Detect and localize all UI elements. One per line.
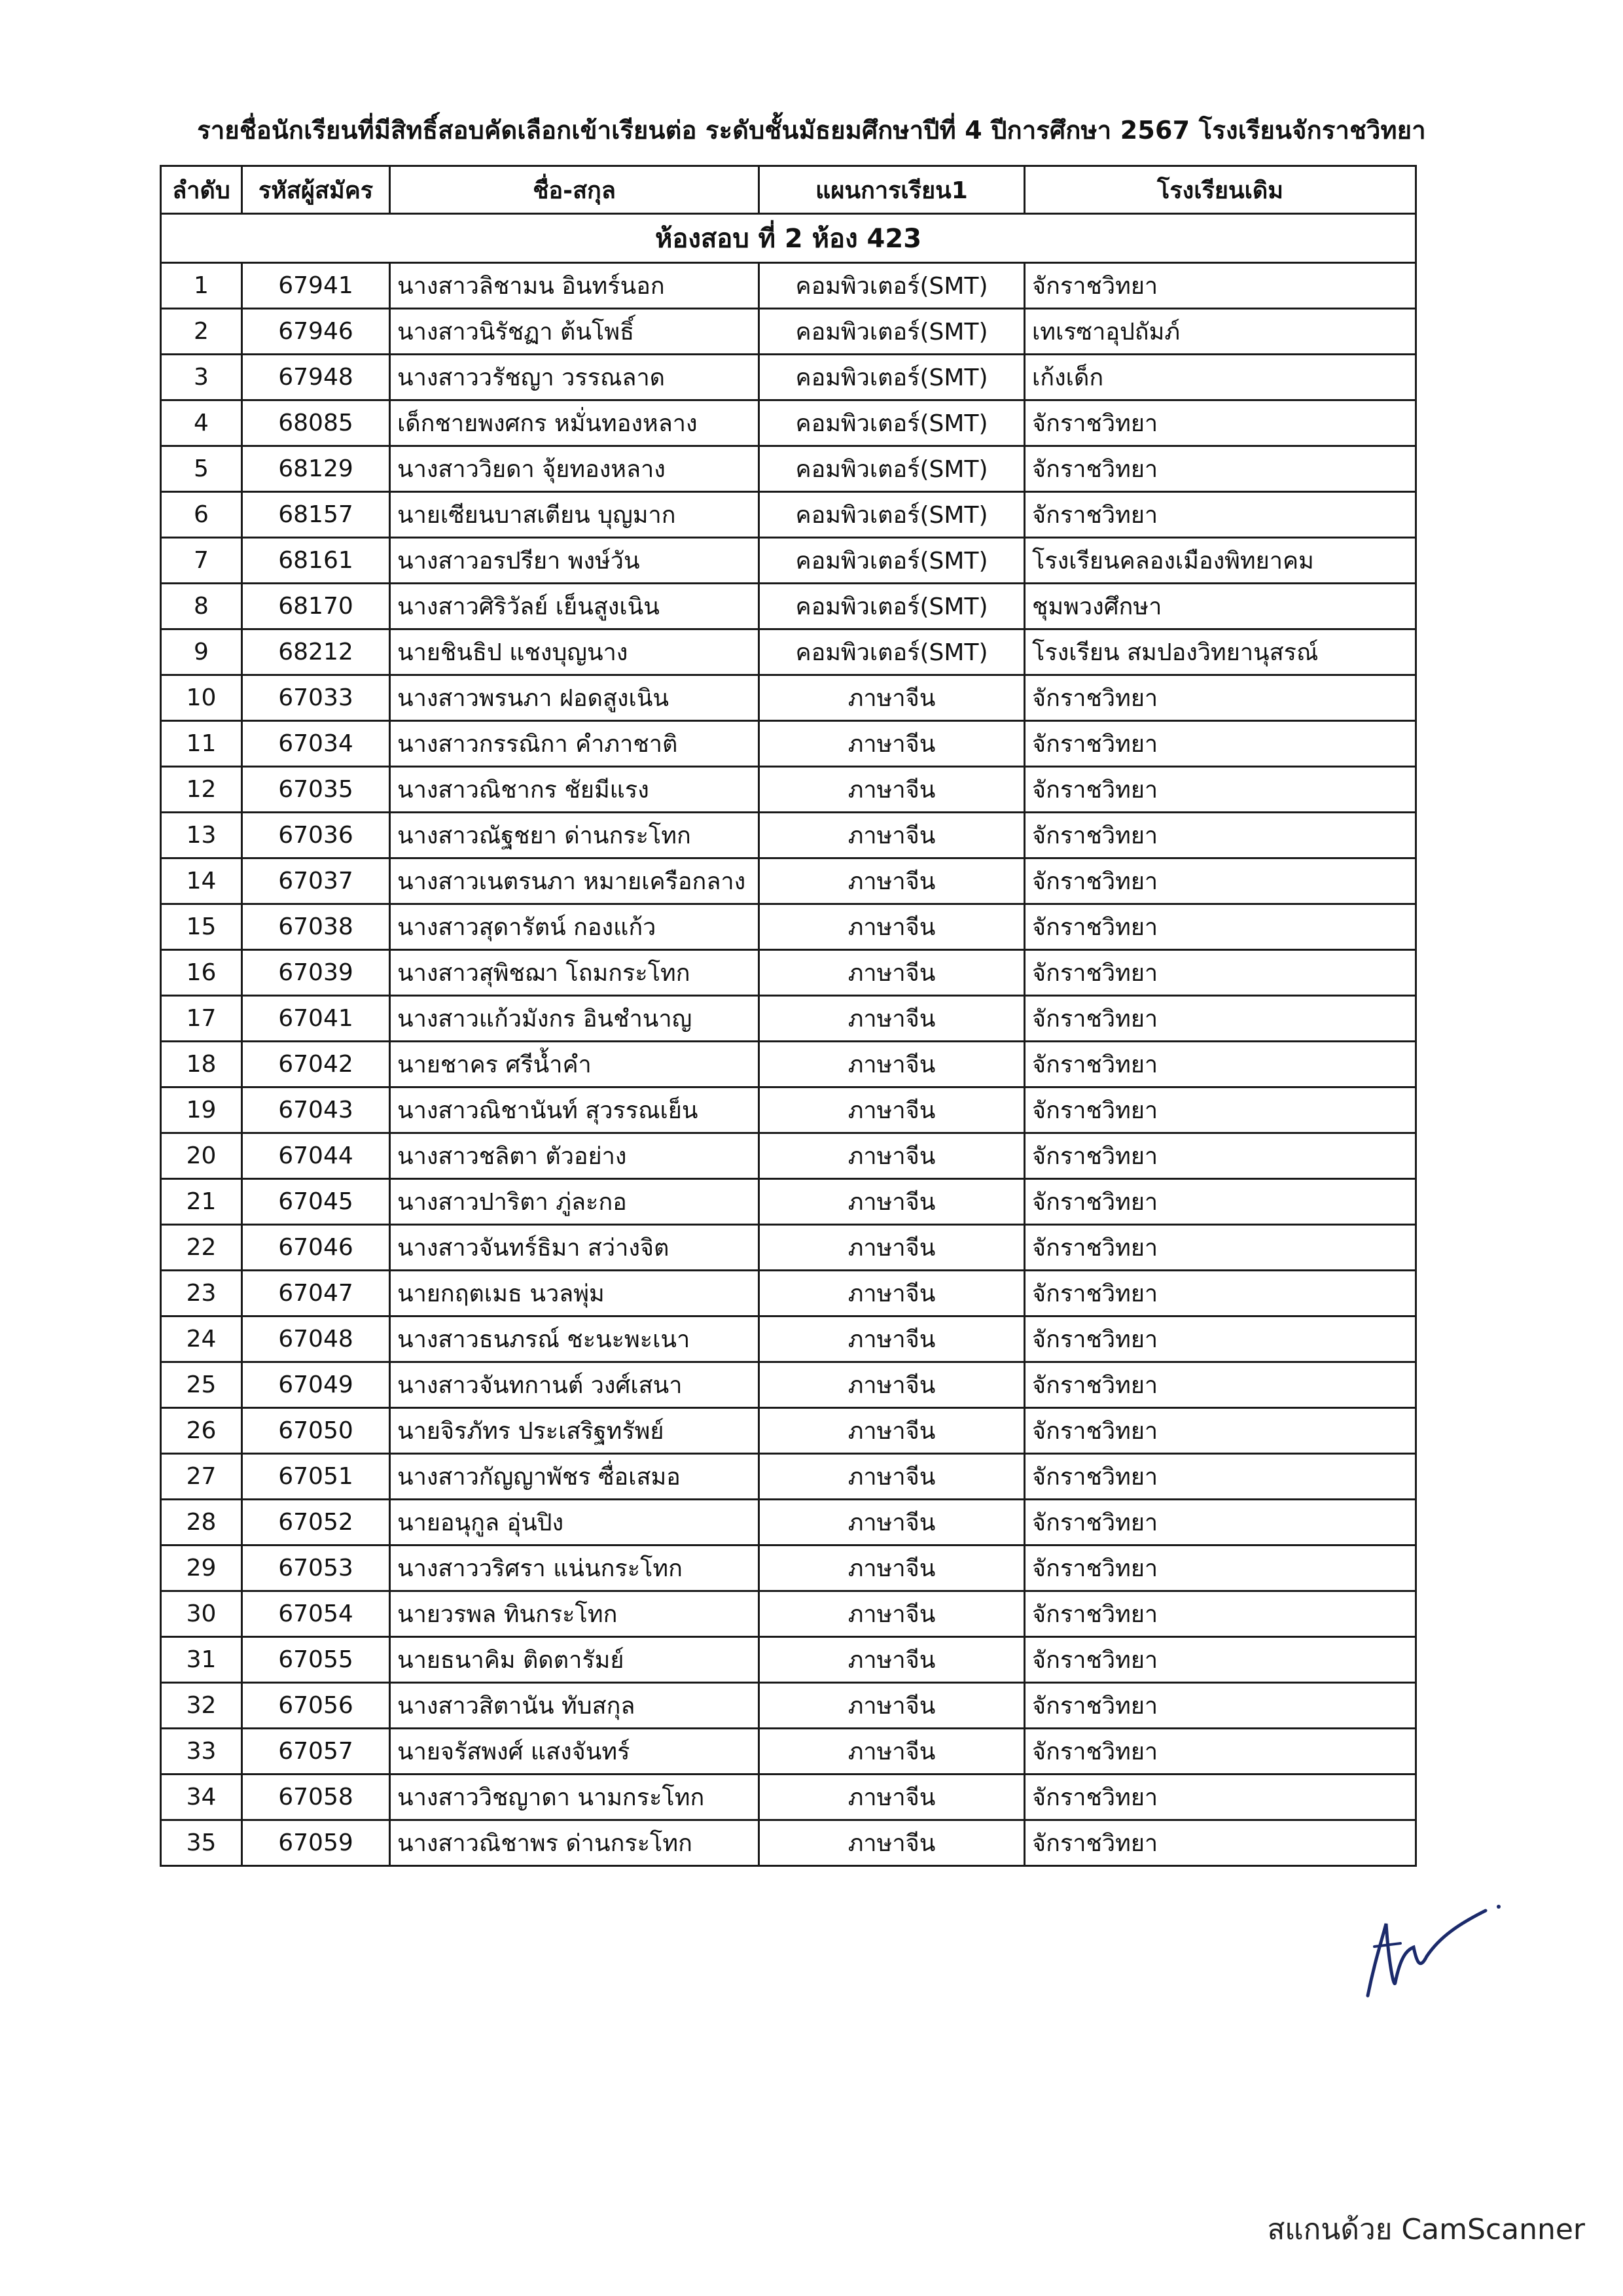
cell-name: นางสาวณิชาพร ด่านกระโทก — [390, 1820, 759, 1866]
cell-order: 27 — [161, 1454, 242, 1500]
cell-previous-school: จักราชวิทยา — [1025, 1545, 1416, 1591]
table-row — [161, 675, 1416, 721]
cell-order: 30 — [161, 1591, 242, 1637]
cell-applicant-id: 67044 — [242, 1133, 390, 1179]
table-row — [161, 1500, 1416, 1545]
cell-applicant-id: 67045 — [242, 1179, 390, 1225]
table-row — [161, 584, 1416, 629]
cell-order: 2 — [161, 309, 242, 355]
cell-order: 1 — [161, 263, 242, 309]
table-body — [161, 214, 1416, 1866]
cell-study-plan: ภาษาจีน — [759, 996, 1025, 1042]
cell-order: 24 — [161, 1316, 242, 1362]
cell-name: นายกฤตเมธ นวลพุ่ม — [390, 1271, 759, 1316]
cell-study-plan: ภาษาจีน — [759, 1500, 1025, 1545]
cell-name: เด็กชายพงศกร หมั่นทองหลาง — [390, 400, 759, 446]
cell-applicant-id: 68161 — [242, 538, 390, 584]
cell-applicant-id: 67043 — [242, 1087, 390, 1133]
cell-previous-school: เก้งเด็ก — [1025, 355, 1416, 400]
cell-study-plan: คอมพิวเตอร์(SMT) — [759, 538, 1025, 584]
cell-order: 15 — [161, 904, 242, 950]
cell-order: 11 — [161, 721, 242, 767]
cell-study-plan: ภาษาจีน — [759, 767, 1025, 813]
cell-study-plan: ภาษาจีน — [759, 1271, 1025, 1316]
cell-applicant-id: 68129 — [242, 446, 390, 492]
cell-study-plan: คอมพิวเตอร์(SMT) — [759, 584, 1025, 629]
cell-previous-school: จักราชวิทยา — [1025, 675, 1416, 721]
cell-applicant-id: 68085 — [242, 400, 390, 446]
cell-applicant-id: 67036 — [242, 813, 390, 858]
cell-name: นายอนุกูล อุ่นปิง — [390, 1500, 759, 1545]
column-header-name: ชื่อ-สกุล — [390, 166, 759, 214]
cell-applicant-id: 67055 — [242, 1637, 390, 1683]
table-header-row — [161, 166, 1416, 214]
table-row — [161, 400, 1416, 446]
cell-name: นางสาวชลิตา ตัวอย่าง — [390, 1133, 759, 1179]
table-row — [161, 858, 1416, 904]
cell-previous-school: เทเรซาอุปถัมภ์ — [1025, 309, 1416, 355]
cell-study-plan: คอมพิวเตอร์(SMT) — [759, 492, 1025, 538]
column-header-applicant-id: รหัสผู้สมัคร — [242, 166, 390, 214]
student-roster-table — [160, 165, 1417, 1867]
cell-previous-school: จักราชวิทยา — [1025, 1408, 1416, 1454]
cell-previous-school: จักราชวิทยา — [1025, 400, 1416, 446]
cell-name: นางสาวจันทร์ธิมา สว่างจิต — [390, 1225, 759, 1271]
cell-order: 9 — [161, 629, 242, 675]
table-row — [161, 1271, 1416, 1316]
cell-study-plan: คอมพิวเตอร์(SMT) — [759, 355, 1025, 400]
cell-study-plan: ภาษาจีน — [759, 1133, 1025, 1179]
cell-applicant-id: 67047 — [242, 1271, 390, 1316]
cell-name: นางสาววิชญาดา นามกระโทก — [390, 1775, 759, 1820]
cell-order: 33 — [161, 1729, 242, 1775]
cell-previous-school: ชุมพวงศึกษา — [1025, 584, 1416, 629]
cell-order: 32 — [161, 1683, 242, 1729]
cell-applicant-id: 67057 — [242, 1729, 390, 1775]
cell-name: นางสาวณัฐชยา ด่านกระโทก — [390, 813, 759, 858]
cell-previous-school: จักราชวิทยา — [1025, 1775, 1416, 1820]
table-row — [161, 1775, 1416, 1820]
column-header-study-plan: แผนการเรียน1 — [759, 166, 1025, 214]
cell-applicant-id: 67946 — [242, 309, 390, 355]
cell-study-plan: ภาษาจีน — [759, 1454, 1025, 1500]
cell-name: นางสาวสิตานัน ทับสกุล — [390, 1683, 759, 1729]
cell-name: นางสาวปาริตา ภู่ละกอ — [390, 1179, 759, 1225]
cell-order: 20 — [161, 1133, 242, 1179]
cell-applicant-id: 67039 — [242, 950, 390, 996]
cell-previous-school: จักราชวิทยา — [1025, 446, 1416, 492]
cell-previous-school: จักราชวิทยา — [1025, 1316, 1416, 1362]
cell-name: นายธนาคิม ติดตารัมย์ — [390, 1637, 759, 1683]
cell-previous-school: จักราชวิทยา — [1025, 1362, 1416, 1408]
cell-study-plan: ภาษาจีน — [759, 813, 1025, 858]
cell-name: นางสาววริศรา แน่นกระโทก — [390, 1545, 759, 1591]
cell-previous-school: จักราชวิทยา — [1025, 1087, 1416, 1133]
cell-order: 8 — [161, 584, 242, 629]
table-row — [161, 538, 1416, 584]
cell-name: นางสาวสุพิชฌา โถมกระโทก — [390, 950, 759, 996]
cell-order: 6 — [161, 492, 242, 538]
cell-study-plan: ภาษาจีน — [759, 675, 1025, 721]
cell-order: 31 — [161, 1637, 242, 1683]
cell-order: 26 — [161, 1408, 242, 1454]
cell-study-plan: ภาษาจีน — [759, 1591, 1025, 1637]
exam-room-row — [161, 214, 1416, 263]
table-row — [161, 721, 1416, 767]
cell-study-plan: ภาษาจีน — [759, 1545, 1025, 1591]
cell-study-plan: คอมพิวเตอร์(SMT) — [759, 309, 1025, 355]
cell-applicant-id: 68170 — [242, 584, 390, 629]
table-row — [161, 1683, 1416, 1729]
cell-applicant-id: 67050 — [242, 1408, 390, 1454]
cell-previous-school: จักราชวิทยา — [1025, 904, 1416, 950]
cell-applicant-id: 67052 — [242, 1500, 390, 1545]
cell-previous-school: จักราชวิทยา — [1025, 1683, 1416, 1729]
table-row — [161, 1042, 1416, 1087]
cell-previous-school: จักราชวิทยา — [1025, 1500, 1416, 1545]
cell-order: 29 — [161, 1545, 242, 1591]
cell-study-plan: ภาษาจีน — [759, 950, 1025, 996]
cell-previous-school: จักราชวิทยา — [1025, 1454, 1416, 1500]
cell-applicant-id: 67035 — [242, 767, 390, 813]
cell-name: นางสาวศิริวัลย์ เย็นสูงเนิน — [390, 584, 759, 629]
cell-name: นางสาวกัญญาพัชร ซื่อเสมอ — [390, 1454, 759, 1500]
cell-order: 10 — [161, 675, 242, 721]
cell-name: นายเซียนบาสเตียน บุญมาก — [390, 492, 759, 538]
cell-order: 28 — [161, 1500, 242, 1545]
cell-order: 14 — [161, 858, 242, 904]
document-title: รายชื่อนักเรียนที่มีสิทธิ์สอบคัดเลือกเข้าเรียนต่อ ระดับชั้นมัธยมศึกษาปีที่ 4 ปีการศึกษา 2567 โรงเรียนจักราชวิทยา — [197, 116, 1426, 145]
table-row — [161, 263, 1416, 309]
table-row — [161, 446, 1416, 492]
cell-name: นางสาวจันทกานต์ วงศ์เสนา — [390, 1362, 759, 1408]
cell-previous-school: จักราชวิทยา — [1025, 1133, 1416, 1179]
cell-study-plan: ภาษาจีน — [759, 1362, 1025, 1408]
table-row — [161, 1408, 1416, 1454]
camscanner-watermark: สแกนด้วย CamScanner — [1267, 2213, 1585, 2246]
exam-room-label: ห้องสอบ ที่ 2 ห้อง 423 — [161, 214, 1416, 263]
cell-order: 3 — [161, 355, 242, 400]
cell-order: 5 — [161, 446, 242, 492]
table-row — [161, 1820, 1416, 1866]
cell-previous-school: จักราชวิทยา — [1025, 1042, 1416, 1087]
cell-name: นายวรพล ทินกระโทก — [390, 1591, 759, 1637]
table-row — [161, 1179, 1416, 1225]
cell-previous-school: จักราชวิทยา — [1025, 1729, 1416, 1775]
cell-name: นางสาวนิรัชฏา ต้นโพธิ์ — [390, 309, 759, 355]
cell-study-plan: คอมพิวเตอร์(SMT) — [759, 446, 1025, 492]
cell-previous-school: จักราชวิทยา — [1025, 858, 1416, 904]
table-row — [161, 1225, 1416, 1271]
table-row — [161, 1591, 1416, 1637]
table-row — [161, 767, 1416, 813]
cell-previous-school: จักราชวิทยา — [1025, 721, 1416, 767]
cell-study-plan: ภาษาจีน — [759, 1316, 1025, 1362]
cell-study-plan: ภาษาจีน — [759, 721, 1025, 767]
cell-applicant-id: 67054 — [242, 1591, 390, 1637]
cell-study-plan: ภาษาจีน — [759, 1408, 1025, 1454]
cell-name: นางสาวสุดารัตน์ กองแก้ว — [390, 904, 759, 950]
cell-order: 17 — [161, 996, 242, 1042]
table-row — [161, 629, 1416, 675]
cell-previous-school: จักราชวิทยา — [1025, 1820, 1416, 1866]
cell-previous-school: จักราชวิทยา — [1025, 263, 1416, 309]
cell-previous-school: จักราชวิทยา — [1025, 767, 1416, 813]
cell-applicant-id: 67034 — [242, 721, 390, 767]
cell-study-plan: ภาษาจีน — [759, 1637, 1025, 1683]
cell-name: นายชาคร ศรีน้ำคำ — [390, 1042, 759, 1087]
table-row — [161, 813, 1416, 858]
cell-previous-school: จักราชวิทยา — [1025, 1591, 1416, 1637]
cell-name: นางสาวณิชากร ชัยมีแรง — [390, 767, 759, 813]
cell-order: 12 — [161, 767, 242, 813]
cell-applicant-id: 68212 — [242, 629, 390, 675]
cell-applicant-id: 68157 — [242, 492, 390, 538]
handwritten-signature — [1355, 1884, 1512, 2015]
cell-applicant-id: 67941 — [242, 263, 390, 309]
table-row — [161, 904, 1416, 950]
cell-order: 34 — [161, 1775, 242, 1820]
cell-applicant-id: 67056 — [242, 1683, 390, 1729]
cell-study-plan: ภาษาจีน — [759, 1042, 1025, 1087]
cell-applicant-id: 67041 — [242, 996, 390, 1042]
cell-applicant-id: 67049 — [242, 1362, 390, 1408]
cell-name: นายจรัสพงศ์ แสงจันทร์ — [390, 1729, 759, 1775]
cell-study-plan: ภาษาจีน — [759, 1729, 1025, 1775]
table-row — [161, 1087, 1416, 1133]
cell-applicant-id: 67038 — [242, 904, 390, 950]
cell-order: 18 — [161, 1042, 242, 1087]
cell-previous-school: จักราชวิทยา — [1025, 1271, 1416, 1316]
cell-previous-school: จักราชวิทยา — [1025, 1225, 1416, 1271]
cell-name: นางสาวณิชานันท์ สุวรรณเย็น — [390, 1087, 759, 1133]
cell-name: นางสาววิยดา จุ้ยทองหลาง — [390, 446, 759, 492]
cell-name: นายชินธิป แชงบุญนาง — [390, 629, 759, 675]
table-row — [161, 492, 1416, 538]
cell-applicant-id: 67059 — [242, 1820, 390, 1866]
cell-study-plan: ภาษาจีน — [759, 1225, 1025, 1271]
table-row — [161, 950, 1416, 996]
cell-applicant-id: 67033 — [242, 675, 390, 721]
cell-previous-school: จักราชวิทยา — [1025, 1637, 1416, 1683]
column-header-previous-school: โรงเรียนเดิม — [1025, 166, 1416, 214]
cell-study-plan: ภาษาจีน — [759, 1683, 1025, 1729]
cell-name: นางสาวอรปรียา พงษ์วัน — [390, 538, 759, 584]
cell-study-plan: คอมพิวเตอร์(SMT) — [759, 263, 1025, 309]
cell-applicant-id: 67042 — [242, 1042, 390, 1087]
cell-previous-school: จักราชวิทยา — [1025, 1179, 1416, 1225]
cell-previous-school: จักราชวิทยา — [1025, 492, 1416, 538]
cell-name: นางสาววรัชญา วรรณลาด — [390, 355, 759, 400]
cell-study-plan: คอมพิวเตอร์(SMT) — [759, 629, 1025, 675]
cell-order: 16 — [161, 950, 242, 996]
cell-study-plan: ภาษาจีน — [759, 1820, 1025, 1866]
cell-order: 23 — [161, 1271, 242, 1316]
table-row — [161, 1637, 1416, 1683]
cell-study-plan: คอมพิวเตอร์(SMT) — [759, 400, 1025, 446]
cell-applicant-id: 67058 — [242, 1775, 390, 1820]
table-row — [161, 1362, 1416, 1408]
cell-previous-school: จักราชวิทยา — [1025, 813, 1416, 858]
cell-study-plan: ภาษาจีน — [759, 858, 1025, 904]
cell-applicant-id: 67048 — [242, 1316, 390, 1362]
table-row — [161, 1729, 1416, 1775]
cell-order: 21 — [161, 1179, 242, 1225]
cell-order: 19 — [161, 1087, 242, 1133]
column-header-order: ลำดับ — [161, 166, 242, 214]
cell-previous-school: โรงเรียน สมปองวิทยานุสรณ์ — [1025, 629, 1416, 675]
cell-order: 4 — [161, 400, 242, 446]
cell-order: 13 — [161, 813, 242, 858]
cell-order: 25 — [161, 1362, 242, 1408]
cell-name: นางสาวกรรณิกา คำภาชาติ — [390, 721, 759, 767]
cell-study-plan: ภาษาจีน — [759, 904, 1025, 950]
cell-applicant-id: 67037 — [242, 858, 390, 904]
table-row — [161, 1454, 1416, 1500]
cell-order: 7 — [161, 538, 242, 584]
cell-previous-school: จักราชวิทยา — [1025, 950, 1416, 996]
table-row — [161, 1133, 1416, 1179]
table-row — [161, 1316, 1416, 1362]
table-row — [161, 309, 1416, 355]
cell-applicant-id: 67046 — [242, 1225, 390, 1271]
cell-study-plan: ภาษาจีน — [759, 1179, 1025, 1225]
cell-applicant-id: 67051 — [242, 1454, 390, 1500]
cell-previous-school: จักราชวิทยา — [1025, 996, 1416, 1042]
cell-name: นางสาวแก้วมังกร อินชำนาญ — [390, 996, 759, 1042]
cell-applicant-id: 67948 — [242, 355, 390, 400]
cell-order: 35 — [161, 1820, 242, 1866]
cell-study-plan: ภาษาจีน — [759, 1775, 1025, 1820]
cell-applicant-id: 67053 — [242, 1545, 390, 1591]
cell-name: นายจิรภัทร ประเสริฐทรัพย์ — [390, 1408, 759, 1454]
table-row — [161, 1545, 1416, 1591]
cell-study-plan: ภาษาจีน — [759, 1087, 1025, 1133]
table-row — [161, 996, 1416, 1042]
cell-name: นางสาวพรนภา ฝอดสูงเนิน — [390, 675, 759, 721]
table-row — [161, 355, 1416, 400]
cell-name: นางสาวเนตรนภา หมายเครือกลาง — [390, 858, 759, 904]
cell-order: 22 — [161, 1225, 242, 1271]
cell-name: นางสาวลิชามน อินทร์นอก — [390, 263, 759, 309]
cell-name: นางสาวธนภรณ์ ชะนะพะเนา — [390, 1316, 759, 1362]
cell-previous-school: โรงเรียนคลองเมืองพิทยาคม — [1025, 538, 1416, 584]
